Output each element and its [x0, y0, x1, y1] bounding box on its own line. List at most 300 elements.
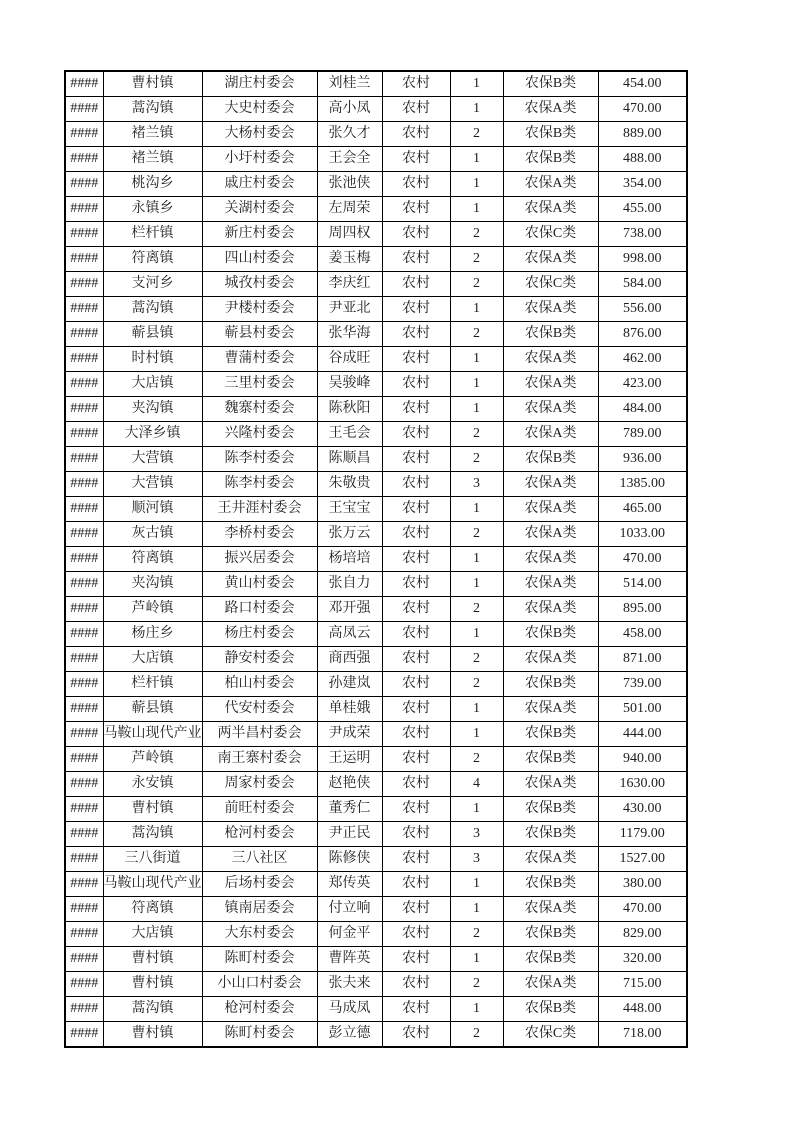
- cell-town[interactable]: 夹沟镇: [103, 397, 202, 422]
- cell-amount[interactable]: 718.00: [598, 1022, 687, 1048]
- cell-count[interactable]: 2: [450, 747, 503, 772]
- cell-village[interactable]: 前旺村委会: [202, 797, 317, 822]
- cell-serial[interactable]: ####: [65, 972, 103, 997]
- cell-category_type[interactable]: 农村: [382, 372, 450, 397]
- cell-count[interactable]: 1: [450, 622, 503, 647]
- cell-town[interactable]: 蕲县镇: [103, 697, 202, 722]
- cell-category_type[interactable]: 农村: [382, 222, 450, 247]
- cell-amount[interactable]: 1179.00: [598, 822, 687, 847]
- cell-person[interactable]: 姜玉梅: [317, 247, 382, 272]
- cell-count[interactable]: 1: [450, 71, 503, 97]
- cell-insurance_class[interactable]: 农保C类: [503, 222, 598, 247]
- cell-serial[interactable]: ####: [65, 547, 103, 572]
- cell-town[interactable]: 桃沟乡: [103, 172, 202, 197]
- cell-town[interactable]: 马鞍山现代产业: [103, 722, 202, 747]
- cell-category_type[interactable]: 农村: [382, 272, 450, 297]
- cell-count[interactable]: 1: [450, 897, 503, 922]
- cell-category_type[interactable]: 农村: [382, 947, 450, 972]
- cell-amount[interactable]: 488.00: [598, 147, 687, 172]
- cell-count[interactable]: 1: [450, 547, 503, 572]
- cell-count[interactable]: 1: [450, 997, 503, 1022]
- cell-village[interactable]: 周家村委会: [202, 772, 317, 797]
- cell-town[interactable]: 蒿沟镇: [103, 97, 202, 122]
- cell-category_type[interactable]: 农村: [382, 972, 450, 997]
- cell-category_type[interactable]: 农村: [382, 297, 450, 322]
- cell-count[interactable]: 1: [450, 722, 503, 747]
- cell-person[interactable]: 王运明: [317, 747, 382, 772]
- cell-insurance_class[interactable]: 农保A类: [503, 497, 598, 522]
- cell-town[interactable]: 灰古镇: [103, 522, 202, 547]
- cell-amount[interactable]: 484.00: [598, 397, 687, 422]
- cell-insurance_class[interactable]: 农保A类: [503, 347, 598, 372]
- cell-category_type[interactable]: 农村: [382, 722, 450, 747]
- cell-serial[interactable]: ####: [65, 647, 103, 672]
- cell-town[interactable]: 曹村镇: [103, 947, 202, 972]
- cell-category_type[interactable]: 农村: [382, 1022, 450, 1048]
- cell-village[interactable]: 陈李村委会: [202, 472, 317, 497]
- cell-serial[interactable]: ####: [65, 897, 103, 922]
- cell-insurance_class[interactable]: 农保B类: [503, 922, 598, 947]
- cell-village[interactable]: 陈町村委会: [202, 1022, 317, 1048]
- cell-person[interactable]: 高凤云: [317, 622, 382, 647]
- cell-person[interactable]: 张池侠: [317, 172, 382, 197]
- cell-amount[interactable]: 1385.00: [598, 472, 687, 497]
- cell-town[interactable]: 蕲县镇: [103, 322, 202, 347]
- cell-amount[interactable]: 501.00: [598, 697, 687, 722]
- cell-village[interactable]: 湖庄村委会: [202, 71, 317, 97]
- cell-category_type[interactable]: 农村: [382, 797, 450, 822]
- cell-count[interactable]: 1: [450, 497, 503, 522]
- cell-person[interactable]: 赵艳侠: [317, 772, 382, 797]
- cell-category_type[interactable]: 农村: [382, 597, 450, 622]
- cell-count[interactable]: 2: [450, 672, 503, 697]
- cell-insurance_class[interactable]: 农保B类: [503, 122, 598, 147]
- cell-person[interactable]: 张夫来: [317, 972, 382, 997]
- cell-town[interactable]: 蒿沟镇: [103, 997, 202, 1022]
- cell-insurance_class[interactable]: 农保A类: [503, 97, 598, 122]
- cell-amount[interactable]: 448.00: [598, 997, 687, 1022]
- cell-person[interactable]: 曹阵英: [317, 947, 382, 972]
- cell-count[interactable]: 1: [450, 572, 503, 597]
- cell-serial[interactable]: ####: [65, 872, 103, 897]
- cell-town[interactable]: 夹沟镇: [103, 572, 202, 597]
- cell-serial[interactable]: ####: [65, 147, 103, 172]
- cell-category_type[interactable]: 农村: [382, 997, 450, 1022]
- cell-insurance_class[interactable]: 农保A类: [503, 572, 598, 597]
- cell-category_type[interactable]: 农村: [382, 572, 450, 597]
- cell-person[interactable]: 单桂娥: [317, 697, 382, 722]
- cell-insurance_class[interactable]: 农保B类: [503, 672, 598, 697]
- cell-category_type[interactable]: 农村: [382, 247, 450, 272]
- cell-serial[interactable]: ####: [65, 497, 103, 522]
- cell-serial[interactable]: ####: [65, 297, 103, 322]
- cell-village[interactable]: 小山口村委会: [202, 972, 317, 997]
- cell-person[interactable]: 陈顺昌: [317, 447, 382, 472]
- cell-serial[interactable]: ####: [65, 247, 103, 272]
- cell-count[interactable]: 1: [450, 947, 503, 972]
- cell-serial[interactable]: ####: [65, 122, 103, 147]
- cell-category_type[interactable]: 农村: [382, 122, 450, 147]
- cell-town[interactable]: 褚兰镇: [103, 122, 202, 147]
- cell-count[interactable]: 2: [450, 247, 503, 272]
- cell-insurance_class[interactable]: 农保A类: [503, 647, 598, 672]
- cell-amount[interactable]: 444.00: [598, 722, 687, 747]
- cell-person[interactable]: 周四权: [317, 222, 382, 247]
- cell-insurance_class[interactable]: 农保B类: [503, 797, 598, 822]
- cell-person[interactable]: 孙建岚: [317, 672, 382, 697]
- cell-category_type[interactable]: 农村: [382, 897, 450, 922]
- cell-count[interactable]: 1: [450, 697, 503, 722]
- cell-person[interactable]: 刘桂兰: [317, 71, 382, 97]
- cell-amount[interactable]: 876.00: [598, 322, 687, 347]
- cell-village[interactable]: 戚庄村委会: [202, 172, 317, 197]
- cell-insurance_class[interactable]: 农保B类: [503, 447, 598, 472]
- cell-count[interactable]: 2: [450, 597, 503, 622]
- cell-category_type[interactable]: 农村: [382, 547, 450, 572]
- cell-village[interactable]: 后场村委会: [202, 872, 317, 897]
- cell-serial[interactable]: ####: [65, 822, 103, 847]
- cell-count[interactable]: 1: [450, 797, 503, 822]
- cell-insurance_class[interactable]: 农保A类: [503, 597, 598, 622]
- cell-serial[interactable]: ####: [65, 947, 103, 972]
- cell-person[interactable]: 邓开强: [317, 597, 382, 622]
- cell-amount[interactable]: 454.00: [598, 71, 687, 97]
- cell-amount[interactable]: 462.00: [598, 347, 687, 372]
- cell-insurance_class[interactable]: 农保B类: [503, 622, 598, 647]
- cell-town[interactable]: 大营镇: [103, 472, 202, 497]
- cell-village[interactable]: 南王寨村委会: [202, 747, 317, 772]
- cell-serial[interactable]: ####: [65, 447, 103, 472]
- cell-insurance_class[interactable]: 农保B类: [503, 747, 598, 772]
- cell-town[interactable]: 大营镇: [103, 447, 202, 472]
- cell-amount[interactable]: 829.00: [598, 922, 687, 947]
- cell-town[interactable]: 支河乡: [103, 272, 202, 297]
- cell-amount[interactable]: 320.00: [598, 947, 687, 972]
- cell-category_type[interactable]: 农村: [382, 322, 450, 347]
- cell-village[interactable]: 新庄村委会: [202, 222, 317, 247]
- cell-serial[interactable]: ####: [65, 597, 103, 622]
- cell-serial[interactable]: ####: [65, 472, 103, 497]
- cell-village[interactable]: 代安村委会: [202, 697, 317, 722]
- cell-amount[interactable]: 354.00: [598, 172, 687, 197]
- cell-person[interactable]: 左周荣: [317, 197, 382, 222]
- cell-town[interactable]: 芦岭镇: [103, 747, 202, 772]
- cell-amount[interactable]: 1033.00: [598, 522, 687, 547]
- cell-amount[interactable]: 738.00: [598, 222, 687, 247]
- cell-count[interactable]: 1: [450, 397, 503, 422]
- cell-category_type[interactable]: 农村: [382, 347, 450, 372]
- cell-insurance_class[interactable]: 农保B类: [503, 722, 598, 747]
- cell-serial[interactable]: ####: [65, 672, 103, 697]
- cell-town[interactable]: 曹村镇: [103, 972, 202, 997]
- cell-insurance_class[interactable]: 农保A类: [503, 297, 598, 322]
- cell-category_type[interactable]: 农村: [382, 622, 450, 647]
- cell-amount[interactable]: 936.00: [598, 447, 687, 472]
- cell-category_type[interactable]: 农村: [382, 772, 450, 797]
- cell-village[interactable]: 陈李村委会: [202, 447, 317, 472]
- cell-serial[interactable]: ####: [65, 697, 103, 722]
- cell-category_type[interactable]: 农村: [382, 747, 450, 772]
- cell-village[interactable]: 王井涯村委会: [202, 497, 317, 522]
- cell-amount[interactable]: 789.00: [598, 422, 687, 447]
- cell-village[interactable]: 大杨村委会: [202, 122, 317, 147]
- cell-village[interactable]: 柏山村委会: [202, 672, 317, 697]
- cell-village[interactable]: 城孜村委会: [202, 272, 317, 297]
- cell-count[interactable]: 2: [450, 122, 503, 147]
- cell-person[interactable]: 彭立德: [317, 1022, 382, 1048]
- cell-town[interactable]: 永镇乡: [103, 197, 202, 222]
- cell-serial[interactable]: ####: [65, 422, 103, 447]
- cell-town[interactable]: 大店镇: [103, 372, 202, 397]
- cell-village[interactable]: 关湖村委会: [202, 197, 317, 222]
- cell-amount[interactable]: 556.00: [598, 297, 687, 322]
- cell-town[interactable]: 顺河镇: [103, 497, 202, 522]
- cell-category_type[interactable]: 农村: [382, 397, 450, 422]
- cell-insurance_class[interactable]: 农保A类: [503, 397, 598, 422]
- cell-serial[interactable]: ####: [65, 71, 103, 97]
- cell-village[interactable]: 静安村委会: [202, 647, 317, 672]
- cell-count[interactable]: 1: [450, 97, 503, 122]
- cell-person[interactable]: 王宝宝: [317, 497, 382, 522]
- cell-insurance_class[interactable]: 农保A类: [503, 547, 598, 572]
- cell-amount[interactable]: 455.00: [598, 197, 687, 222]
- cell-town[interactable]: 永安镇: [103, 772, 202, 797]
- cell-category_type[interactable]: 农村: [382, 647, 450, 672]
- cell-person[interactable]: 尹成荣: [317, 722, 382, 747]
- cell-count[interactable]: 2: [450, 647, 503, 672]
- cell-amount[interactable]: 430.00: [598, 797, 687, 822]
- cell-village[interactable]: 四山村委会: [202, 247, 317, 272]
- cell-insurance_class[interactable]: 农保A类: [503, 422, 598, 447]
- cell-village[interactable]: 小圩村委会: [202, 147, 317, 172]
- cell-count[interactable]: 1: [450, 347, 503, 372]
- cell-village[interactable]: 黄山村委会: [202, 572, 317, 597]
- cell-insurance_class[interactable]: 农保A类: [503, 972, 598, 997]
- cell-person[interactable]: 李庆红: [317, 272, 382, 297]
- cell-serial[interactable]: ####: [65, 922, 103, 947]
- cell-count[interactable]: 4: [450, 772, 503, 797]
- cell-count[interactable]: 1: [450, 297, 503, 322]
- cell-town[interactable]: 符离镇: [103, 247, 202, 272]
- cell-person[interactable]: 张自力: [317, 572, 382, 597]
- cell-person[interactable]: 陈秋阳: [317, 397, 382, 422]
- cell-town[interactable]: 蒿沟镇: [103, 822, 202, 847]
- cell-town[interactable]: 曹村镇: [103, 1022, 202, 1048]
- cell-category_type[interactable]: 农村: [382, 872, 450, 897]
- cell-insurance_class[interactable]: 农保A类: [503, 472, 598, 497]
- cell-person[interactable]: 商西强: [317, 647, 382, 672]
- cell-amount[interactable]: 584.00: [598, 272, 687, 297]
- cell-insurance_class[interactable]: 农保B类: [503, 147, 598, 172]
- cell-serial[interactable]: ####: [65, 722, 103, 747]
- cell-person[interactable]: 郑传英: [317, 872, 382, 897]
- cell-village[interactable]: 枪河村委会: [202, 822, 317, 847]
- cell-village[interactable]: 大史村委会: [202, 97, 317, 122]
- cell-person[interactable]: 谷成旺: [317, 347, 382, 372]
- cell-town[interactable]: 曹村镇: [103, 797, 202, 822]
- cell-category_type[interactable]: 农村: [382, 522, 450, 547]
- cell-town[interactable]: 栏杆镇: [103, 222, 202, 247]
- cell-village[interactable]: 陈町村委会: [202, 947, 317, 972]
- cell-count[interactable]: 2: [450, 272, 503, 297]
- cell-insurance_class[interactable]: 农保A类: [503, 372, 598, 397]
- cell-category_type[interactable]: 农村: [382, 822, 450, 847]
- cell-insurance_class[interactable]: 农保B类: [503, 947, 598, 972]
- cell-insurance_class[interactable]: 农保B类: [503, 872, 598, 897]
- cell-serial[interactable]: ####: [65, 747, 103, 772]
- cell-town[interactable]: 符离镇: [103, 547, 202, 572]
- cell-category_type[interactable]: 农村: [382, 97, 450, 122]
- cell-village[interactable]: 李桥村委会: [202, 522, 317, 547]
- cell-insurance_class[interactable]: 农保B类: [503, 822, 598, 847]
- cell-serial[interactable]: ####: [65, 322, 103, 347]
- cell-amount[interactable]: 998.00: [598, 247, 687, 272]
- cell-count[interactable]: 2: [450, 922, 503, 947]
- cell-amount[interactable]: 940.00: [598, 747, 687, 772]
- cell-insurance_class[interactable]: 农保A类: [503, 772, 598, 797]
- cell-count[interactable]: 2: [450, 322, 503, 347]
- cell-town[interactable]: 芦岭镇: [103, 597, 202, 622]
- cell-amount[interactable]: 895.00: [598, 597, 687, 622]
- cell-amount[interactable]: 889.00: [598, 122, 687, 147]
- cell-village[interactable]: 枪河村委会: [202, 997, 317, 1022]
- cell-count[interactable]: 1: [450, 197, 503, 222]
- cell-village[interactable]: 路口村委会: [202, 597, 317, 622]
- cell-town[interactable]: 褚兰镇: [103, 147, 202, 172]
- cell-category_type[interactable]: 农村: [382, 197, 450, 222]
- cell-amount[interactable]: 423.00: [598, 372, 687, 397]
- cell-count[interactable]: 2: [450, 1022, 503, 1048]
- cell-person[interactable]: 杨培培: [317, 547, 382, 572]
- cell-person[interactable]: 吴骏峰: [317, 372, 382, 397]
- cell-village[interactable]: 杨庄村委会: [202, 622, 317, 647]
- cell-count[interactable]: 1: [450, 872, 503, 897]
- cell-serial[interactable]: ####: [65, 347, 103, 372]
- cell-village[interactable]: 两半昌村委会: [202, 722, 317, 747]
- cell-amount[interactable]: 514.00: [598, 572, 687, 597]
- cell-serial[interactable]: ####: [65, 272, 103, 297]
- cell-amount[interactable]: 1527.00: [598, 847, 687, 872]
- cell-village[interactable]: 兴隆村委会: [202, 422, 317, 447]
- cell-village[interactable]: 镇南居委会: [202, 897, 317, 922]
- cell-count[interactable]: 2: [450, 447, 503, 472]
- cell-category_type[interactable]: 农村: [382, 847, 450, 872]
- cell-insurance_class[interactable]: 农保B类: [503, 71, 598, 97]
- cell-count[interactable]: 2: [450, 972, 503, 997]
- cell-person[interactable]: 董秀仁: [317, 797, 382, 822]
- cell-serial[interactable]: ####: [65, 622, 103, 647]
- cell-village[interactable]: 三里村委会: [202, 372, 317, 397]
- cell-category_type[interactable]: 农村: [382, 422, 450, 447]
- cell-insurance_class[interactable]: 农保B类: [503, 997, 598, 1022]
- cell-amount[interactable]: 470.00: [598, 547, 687, 572]
- cell-category_type[interactable]: 农村: [382, 497, 450, 522]
- cell-village[interactable]: 蕲县村委会: [202, 322, 317, 347]
- cell-count[interactable]: 3: [450, 847, 503, 872]
- cell-person[interactable]: 王毛会: [317, 422, 382, 447]
- cell-category_type[interactable]: 农村: [382, 71, 450, 97]
- cell-serial[interactable]: ####: [65, 372, 103, 397]
- cell-serial[interactable]: ####: [65, 397, 103, 422]
- cell-amount[interactable]: 470.00: [598, 97, 687, 122]
- cell-village[interactable]: 大东村委会: [202, 922, 317, 947]
- cell-category_type[interactable]: 农村: [382, 472, 450, 497]
- cell-insurance_class[interactable]: 农保A类: [503, 697, 598, 722]
- cell-person[interactable]: 陈修侠: [317, 847, 382, 872]
- cell-insurance_class[interactable]: 农保A类: [503, 897, 598, 922]
- cell-amount[interactable]: 871.00: [598, 647, 687, 672]
- cell-amount[interactable]: 465.00: [598, 497, 687, 522]
- cell-serial[interactable]: ####: [65, 197, 103, 222]
- cell-person[interactable]: 张华海: [317, 322, 382, 347]
- cell-serial[interactable]: ####: [65, 522, 103, 547]
- cell-town[interactable]: 马鞍山现代产业: [103, 872, 202, 897]
- cell-serial[interactable]: ####: [65, 172, 103, 197]
- cell-category_type[interactable]: 农村: [382, 697, 450, 722]
- cell-insurance_class[interactable]: 农保A类: [503, 847, 598, 872]
- cell-insurance_class[interactable]: 农保A类: [503, 172, 598, 197]
- cell-town[interactable]: 栏杆镇: [103, 672, 202, 697]
- cell-insurance_class[interactable]: 农保B类: [503, 322, 598, 347]
- cell-serial[interactable]: ####: [65, 1022, 103, 1048]
- cell-town[interactable]: 蒿沟镇: [103, 297, 202, 322]
- cell-town[interactable]: 三八街道: [103, 847, 202, 872]
- cell-town[interactable]: 大店镇: [103, 922, 202, 947]
- cell-person[interactable]: 尹亚北: [317, 297, 382, 322]
- cell-village[interactable]: 魏寨村委会: [202, 397, 317, 422]
- cell-serial[interactable]: ####: [65, 847, 103, 872]
- cell-person[interactable]: 张万云: [317, 522, 382, 547]
- cell-serial[interactable]: ####: [65, 572, 103, 597]
- cell-serial[interactable]: ####: [65, 97, 103, 122]
- cell-count[interactable]: 1: [450, 372, 503, 397]
- cell-town[interactable]: 符离镇: [103, 897, 202, 922]
- cell-serial[interactable]: ####: [65, 797, 103, 822]
- cell-person[interactable]: 张久才: [317, 122, 382, 147]
- cell-count[interactable]: 3: [450, 822, 503, 847]
- cell-town[interactable]: 曹村镇: [103, 71, 202, 97]
- cell-person[interactable]: 朱敬贵: [317, 472, 382, 497]
- cell-town[interactable]: 杨庄乡: [103, 622, 202, 647]
- cell-village[interactable]: 三八社区: [202, 847, 317, 872]
- cell-category_type[interactable]: 农村: [382, 672, 450, 697]
- cell-person[interactable]: 马成凤: [317, 997, 382, 1022]
- cell-count[interactable]: 2: [450, 422, 503, 447]
- cell-amount[interactable]: 1630.00: [598, 772, 687, 797]
- cell-insurance_class[interactable]: 农保A类: [503, 522, 598, 547]
- cell-person[interactable]: 付立响: [317, 897, 382, 922]
- cell-count[interactable]: 1: [450, 147, 503, 172]
- cell-person[interactable]: 高小凤: [317, 97, 382, 122]
- cell-serial[interactable]: ####: [65, 222, 103, 247]
- cell-serial[interactable]: ####: [65, 772, 103, 797]
- cell-insurance_class[interactable]: 农保A类: [503, 197, 598, 222]
- cell-amount[interactable]: 380.00: [598, 872, 687, 897]
- cell-person[interactable]: 尹正民: [317, 822, 382, 847]
- cell-count[interactable]: 1: [450, 172, 503, 197]
- cell-amount[interactable]: 715.00: [598, 972, 687, 997]
- cell-count[interactable]: 2: [450, 522, 503, 547]
- cell-category_type[interactable]: 农村: [382, 447, 450, 472]
- cell-category_type[interactable]: 农村: [382, 172, 450, 197]
- cell-village[interactable]: 振兴居委会: [202, 547, 317, 572]
- cell-count[interactable]: 2: [450, 222, 503, 247]
- cell-insurance_class[interactable]: 农保A类: [503, 247, 598, 272]
- cell-village[interactable]: 尹楼村委会: [202, 297, 317, 322]
- cell-insurance_class[interactable]: 农保C类: [503, 1022, 598, 1048]
- cell-serial[interactable]: ####: [65, 997, 103, 1022]
- cell-amount[interactable]: 458.00: [598, 622, 687, 647]
